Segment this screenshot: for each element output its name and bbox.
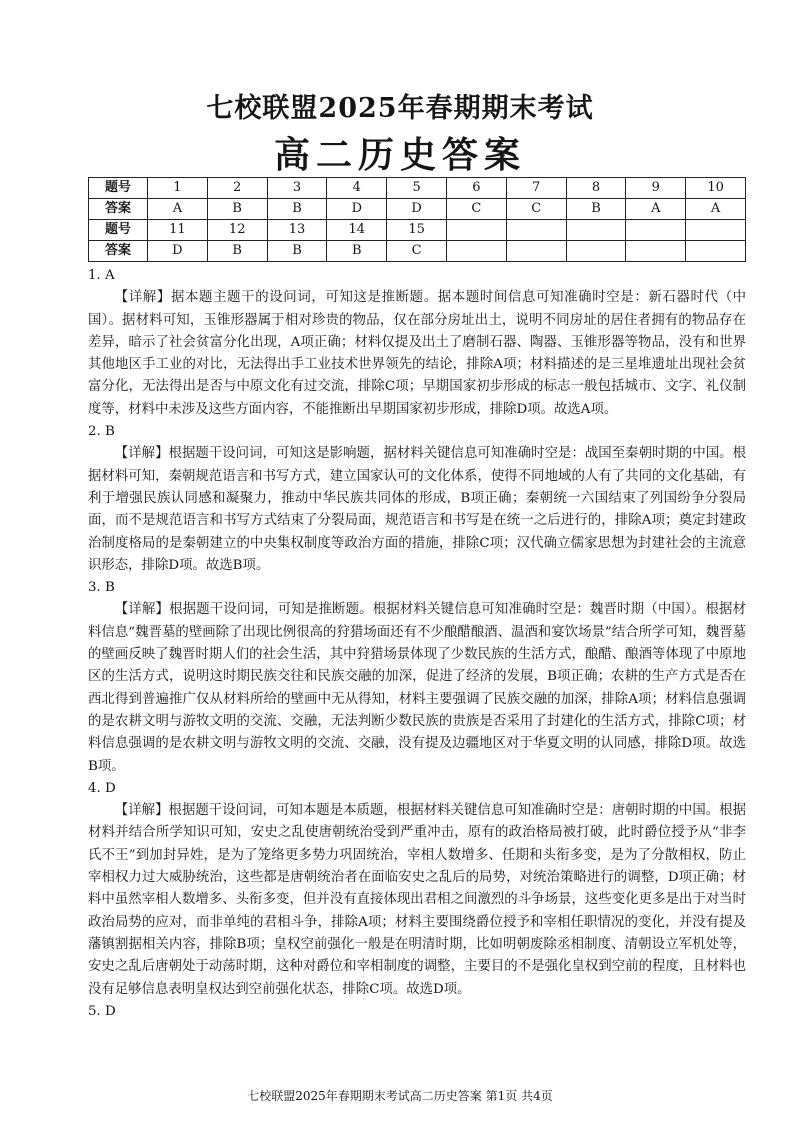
- table-cell: A: [148, 199, 208, 220]
- table-cell: [506, 241, 566, 262]
- table-cell: [686, 220, 746, 241]
- table-cell: 1: [148, 178, 208, 199]
- question-5-answer: 5. D: [88, 1003, 116, 1019]
- question-1-answer: 1. A: [88, 268, 115, 283]
- table-cell: 12: [207, 220, 267, 241]
- table-cell: 3: [267, 178, 327, 199]
- table-cell: [566, 241, 626, 262]
- question-2-answer: 2. B: [88, 424, 115, 440]
- table-cell: B: [566, 199, 626, 220]
- table-cell: B: [327, 241, 387, 262]
- table-cell: 2: [207, 178, 267, 199]
- table-cell: 8: [566, 178, 626, 199]
- table-cell: 6: [446, 178, 506, 199]
- question-4-answer: 4. D: [88, 780, 116, 796]
- table-cell: 11: [148, 220, 208, 241]
- table-cell: D: [327, 199, 387, 220]
- table-cell: D: [387, 199, 447, 220]
- table-cell: [446, 241, 506, 262]
- row-label: 答案: [89, 241, 148, 262]
- table-cell: 4: [327, 178, 387, 199]
- table-cell: C: [446, 199, 506, 220]
- table-row: [89, 199, 746, 220]
- table-cell: B: [267, 241, 327, 262]
- table-cell: [566, 220, 626, 241]
- table-cell: [626, 241, 686, 262]
- table-cell: 5: [387, 178, 447, 199]
- table-cell: D: [148, 241, 208, 262]
- table-cell: 13: [267, 220, 327, 241]
- question-4-detail: 【详解】根据题干设问词，可知本题是本质题，根据材料关键信息可知准确时空是：唐朝时期的中国。根据材料并结合所学知识可知，安史之乱使唐朝统治受到严重冲击，原有的政治格局被打破，此时爵位授予从“非李氏不王”到加封异姓，是为了笼络更多势力巩固统治，宰相人数增多、任期和头衔多变，是为了分散相权，防止宰相权力过大威胁统治，这些都是唐朝统治者在面临安史之乱后的局势，对统治策略进行的调整，D项正确；材料中虽然宰相人数增多、头衔多变，但并没有直接体现出君相之间激烈的斗争场景，这些变化更多是出于对当时政治局势的应对，而非单纯的君相斗争，排除A项；材料主要围绕爵位授予和宰相任职情况的变化，并没有提及藩镇割据相关内容，排除B项；皇权空前强化一般是在明清时期，比如明朝废除丞相制度、清朝设立军机处等，安史之乱后唐朝处于动荡时期，这种对爵位和宰相制度的调整，主要目的不是强化皇权到空前的程度，且材料也没有足够信息表明皇权达到空前强化状态，排除C项。故选D项。: [88, 803, 746, 997]
- row-label: 答案: [89, 199, 148, 220]
- question-3-detail: 【详解】根据题干设问词，可知是推断题。根据材料关键信息可知准确时空是：魏晋时期（中国）。根据材料信息“魏晋墓的壁画除了出现比例很高的狩猎场面还有不少酿醋酿酒、温酒和宴饮场景”结合所学可知，魏晋墓的壁画反映了魏晋时期人们的社会生活，其中狩猎场景体现了少数民族的生活方式，酿醋、酿酒等体现了中原地区的生活方式，说明这时期民族交往和民族交融的加深，促进了经济的发展，B项正确；农耕的生产方式是否在西北得到普遍推广仅从材料所给的壁画中无从得知，材料主要强调了民族交融的加深，排除A项；材料信息强调的是农耕文明与游牧文明的交流、交融，无法判断少数民族的贵族是否采用了封建化的生活方式，排除C项；材料信息强调的是农耕文明与游牧文明的交流、交融，没有提及边疆地区对于华夏文明的认同感，排除D项。故选B项。: [88, 602, 746, 774]
- table-cell: B: [207, 241, 267, 262]
- table-cell: 7: [506, 178, 566, 199]
- row-label: 题号: [89, 178, 148, 199]
- table-cell: B: [207, 199, 267, 220]
- page-footer: 七校联盟2025年春期期末考试高二历史答案 第1页 共4页: [247, 1089, 553, 1103]
- question-2-detail: 【详解】根据题干设问词，可知这是影响题，据材料关键信息可知准确时空是：战国至秦朝时期的中国。根据材料可知，秦朝规范语言和书写方式，建立国家认可的文化体系，使得不同地域的人有了共同的文化基础，有利于增强民族认同感和凝聚力，推动中华民族共同体的形成，B项正确；秦朝统一六国结束了列国纷争分裂局面，而不是规范语言和书写方式结束了分裂局面，规范语言和书写是在统一之后进行的，排除A项；奠定封建政治制度格局的是秦朝建立的中央集权制度等政治方面的措施，排除C项；汉代确立儒家思想为封建社会的主流意识形态，排除D项。故选B项。: [88, 446, 746, 573]
- table-row: [89, 241, 746, 262]
- table-cell: A: [626, 199, 686, 220]
- table-cell: 14: [327, 220, 387, 241]
- table-cell: 10: [686, 178, 746, 199]
- answer-key-title: 高二历史答案: [273, 134, 526, 176]
- answer-table: [88, 177, 746, 262]
- table-cell: [686, 241, 746, 262]
- table-cell: [446, 220, 506, 241]
- table-cell: C: [506, 199, 566, 220]
- table-row: [89, 178, 746, 199]
- table-cell: [626, 220, 686, 241]
- row-label: 题号: [89, 220, 148, 241]
- question-3-answer: 3. B: [88, 580, 115, 596]
- table-cell: 9: [626, 178, 686, 199]
- table-cell: C: [387, 241, 447, 262]
- exam-title: 七校联盟2025年春期期末考试: [206, 93, 594, 124]
- table-row: [89, 220, 746, 241]
- table-cell: [506, 220, 566, 241]
- question-1-detail: 【详解】据本题主题干的设问词，可知这是推断题。据本题时间信息可知准确时空是：新石器时代（中国）。据材料可知，玉锥形器属于相对珍贵的物品，仅在部分房址出土，说明不同房址的居住者拥有的物品存在差异，暗示了社会贫富分化出现，A项正确；材料仅提及出土了磨制石器、陶器、玉锥形器等物品，没有和世界其他地区手工业的对比，无法得出手工业技术世界领先的结论，排除A项；材料描述的是三星堆遗址出现社会贫富分化，无法得出是否与中原文化有过交流，排除C项；早期国家初步形成的标志一般包括城市、文字、礼仪制度等，材料中未涉及这些方面内容，不能推断出早期国家初步形成，排除D项。故选A项。: [88, 290, 746, 417]
- table-cell: 15: [387, 220, 447, 241]
- answer-explanations: [88, 265, 746, 1023]
- table-cell: B: [267, 199, 327, 220]
- table-cell: A: [686, 199, 746, 220]
